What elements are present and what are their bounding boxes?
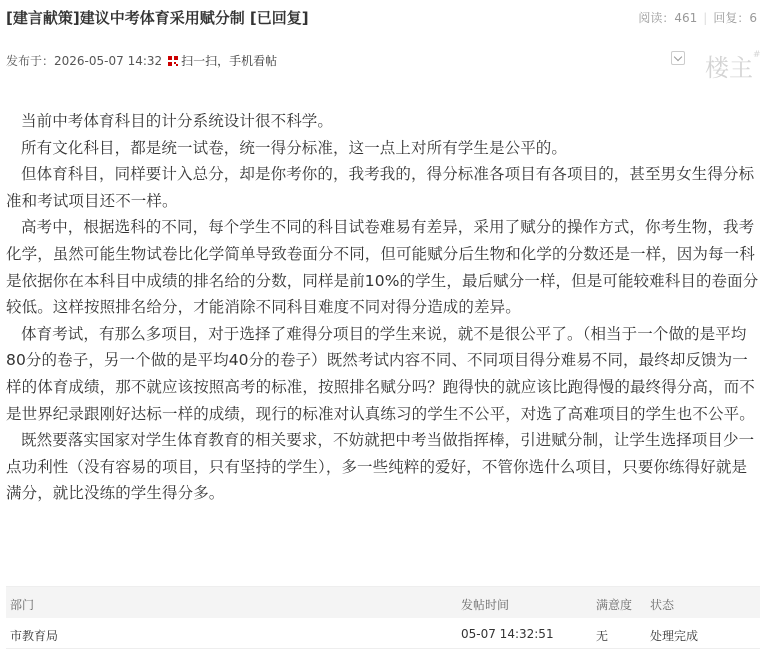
thread-title: [建言献策]建议中考体育采用赋分制 [已回复] — [6, 9, 309, 27]
table-row — [6, 618, 760, 649]
status-cell: 处理完成 — [650, 629, 699, 643]
post-paragraph: 体育考试，有那么多项目，对于选择了难得分项目的学生来说，就不是很公平了。（相当于一个做的是平均80分的卷子，另一个做的是平均40分的卷子）既然考试内容不同、不同项目得分难易不同，最终却反馈为一样的体育成绩，那不就应该按照高考的标准，按照排名赋分吗？跑得快的就应该比跑得慢的最终得分高，而不是世界纪录跟刚好达标一样的成绩，现行的标准对认真练习的学生不公平，对选了高难项目的学生也不公平。 — [6, 324, 755, 423]
reply-count: 6 — [749, 11, 757, 25]
post-paragraph: 当前中考体育科目的计分系统设计很不科学。 — [21, 112, 334, 130]
department-cell: 市教育局 — [10, 629, 59, 643]
column-header-post-time: 发帖时间 — [461, 598, 510, 612]
post-content — [6, 108, 760, 507]
reply-status-table — [6, 586, 760, 649]
thread-header — [0, 0, 761, 34]
post-paragraph: 高考中，根据选科的不同，每个学生不同的科目试卷难易有差异，采用了赋分的操作方式，你考生物，我考化学，虽然可能生物试卷比化学简单导致卷面分不同，但可能赋分后生物和化学的分数还是一样，因为每一科是依据你在本科目中成绩的排名给的分数，同样是前10%的学生，最后赋分一样，但是可能较难科目的卷面分较低。这样按照排名给分，才能消除不同科目难度不同对得分造成的差异。 — [6, 218, 759, 317]
chevron-down-icon[interactable] — [671, 51, 685, 65]
satisfaction-cell: 无 — [596, 629, 609, 643]
reply-label: 回复： — [713, 11, 750, 25]
post-paragraph: 既然要落实国家对学生体育教育的相关要求，不妨就把中考当做指挥棒，引进赋分制，让学生选择项目少一点功利性（没有容易的项目，只有坚持的学生），多一些纯粹的爱好，不管你选什么项目，只要你练得好就是满分，就比没练的学生得分多。 — [6, 431, 755, 503]
column-header-department: 部门 — [10, 598, 35, 612]
post-paragraph: 所有文化科目，都是统一试卷，统一得分标准，这一点上对所有学生是公平的。 — [21, 138, 568, 157]
floor-number-sign: # — [753, 50, 761, 60]
column-header-status: 状态 — [650, 598, 675, 612]
post-meta — [6, 52, 277, 69]
qr-code-icon[interactable] — [168, 56, 178, 66]
post-paragraph: 但体育科目，同样要计入总分，却是你考你的，我考我的，得分标准各项目有各项目的，甚至男女生得分标准和考试项目还不一样。 — [6, 165, 755, 210]
posted-prefix: 发布于： — [6, 54, 55, 68]
table-header — [6, 586, 760, 618]
column-header-satisfaction: 满意度 — [596, 598, 633, 612]
read-label: 阅读： — [638, 11, 675, 25]
read-count: 461 — [674, 11, 698, 25]
thread-stats — [638, 9, 757, 26]
floor-label: 楼主 — [705, 54, 753, 82]
post-time-cell: 05-07 14:32:51 — [461, 627, 554, 641]
scan-mobile-link[interactable]: 扫一扫，手机看帖 — [181, 54, 278, 68]
stats-divider: | — [703, 11, 708, 25]
posted-time: 2026-05-07 14:32 — [54, 54, 163, 68]
